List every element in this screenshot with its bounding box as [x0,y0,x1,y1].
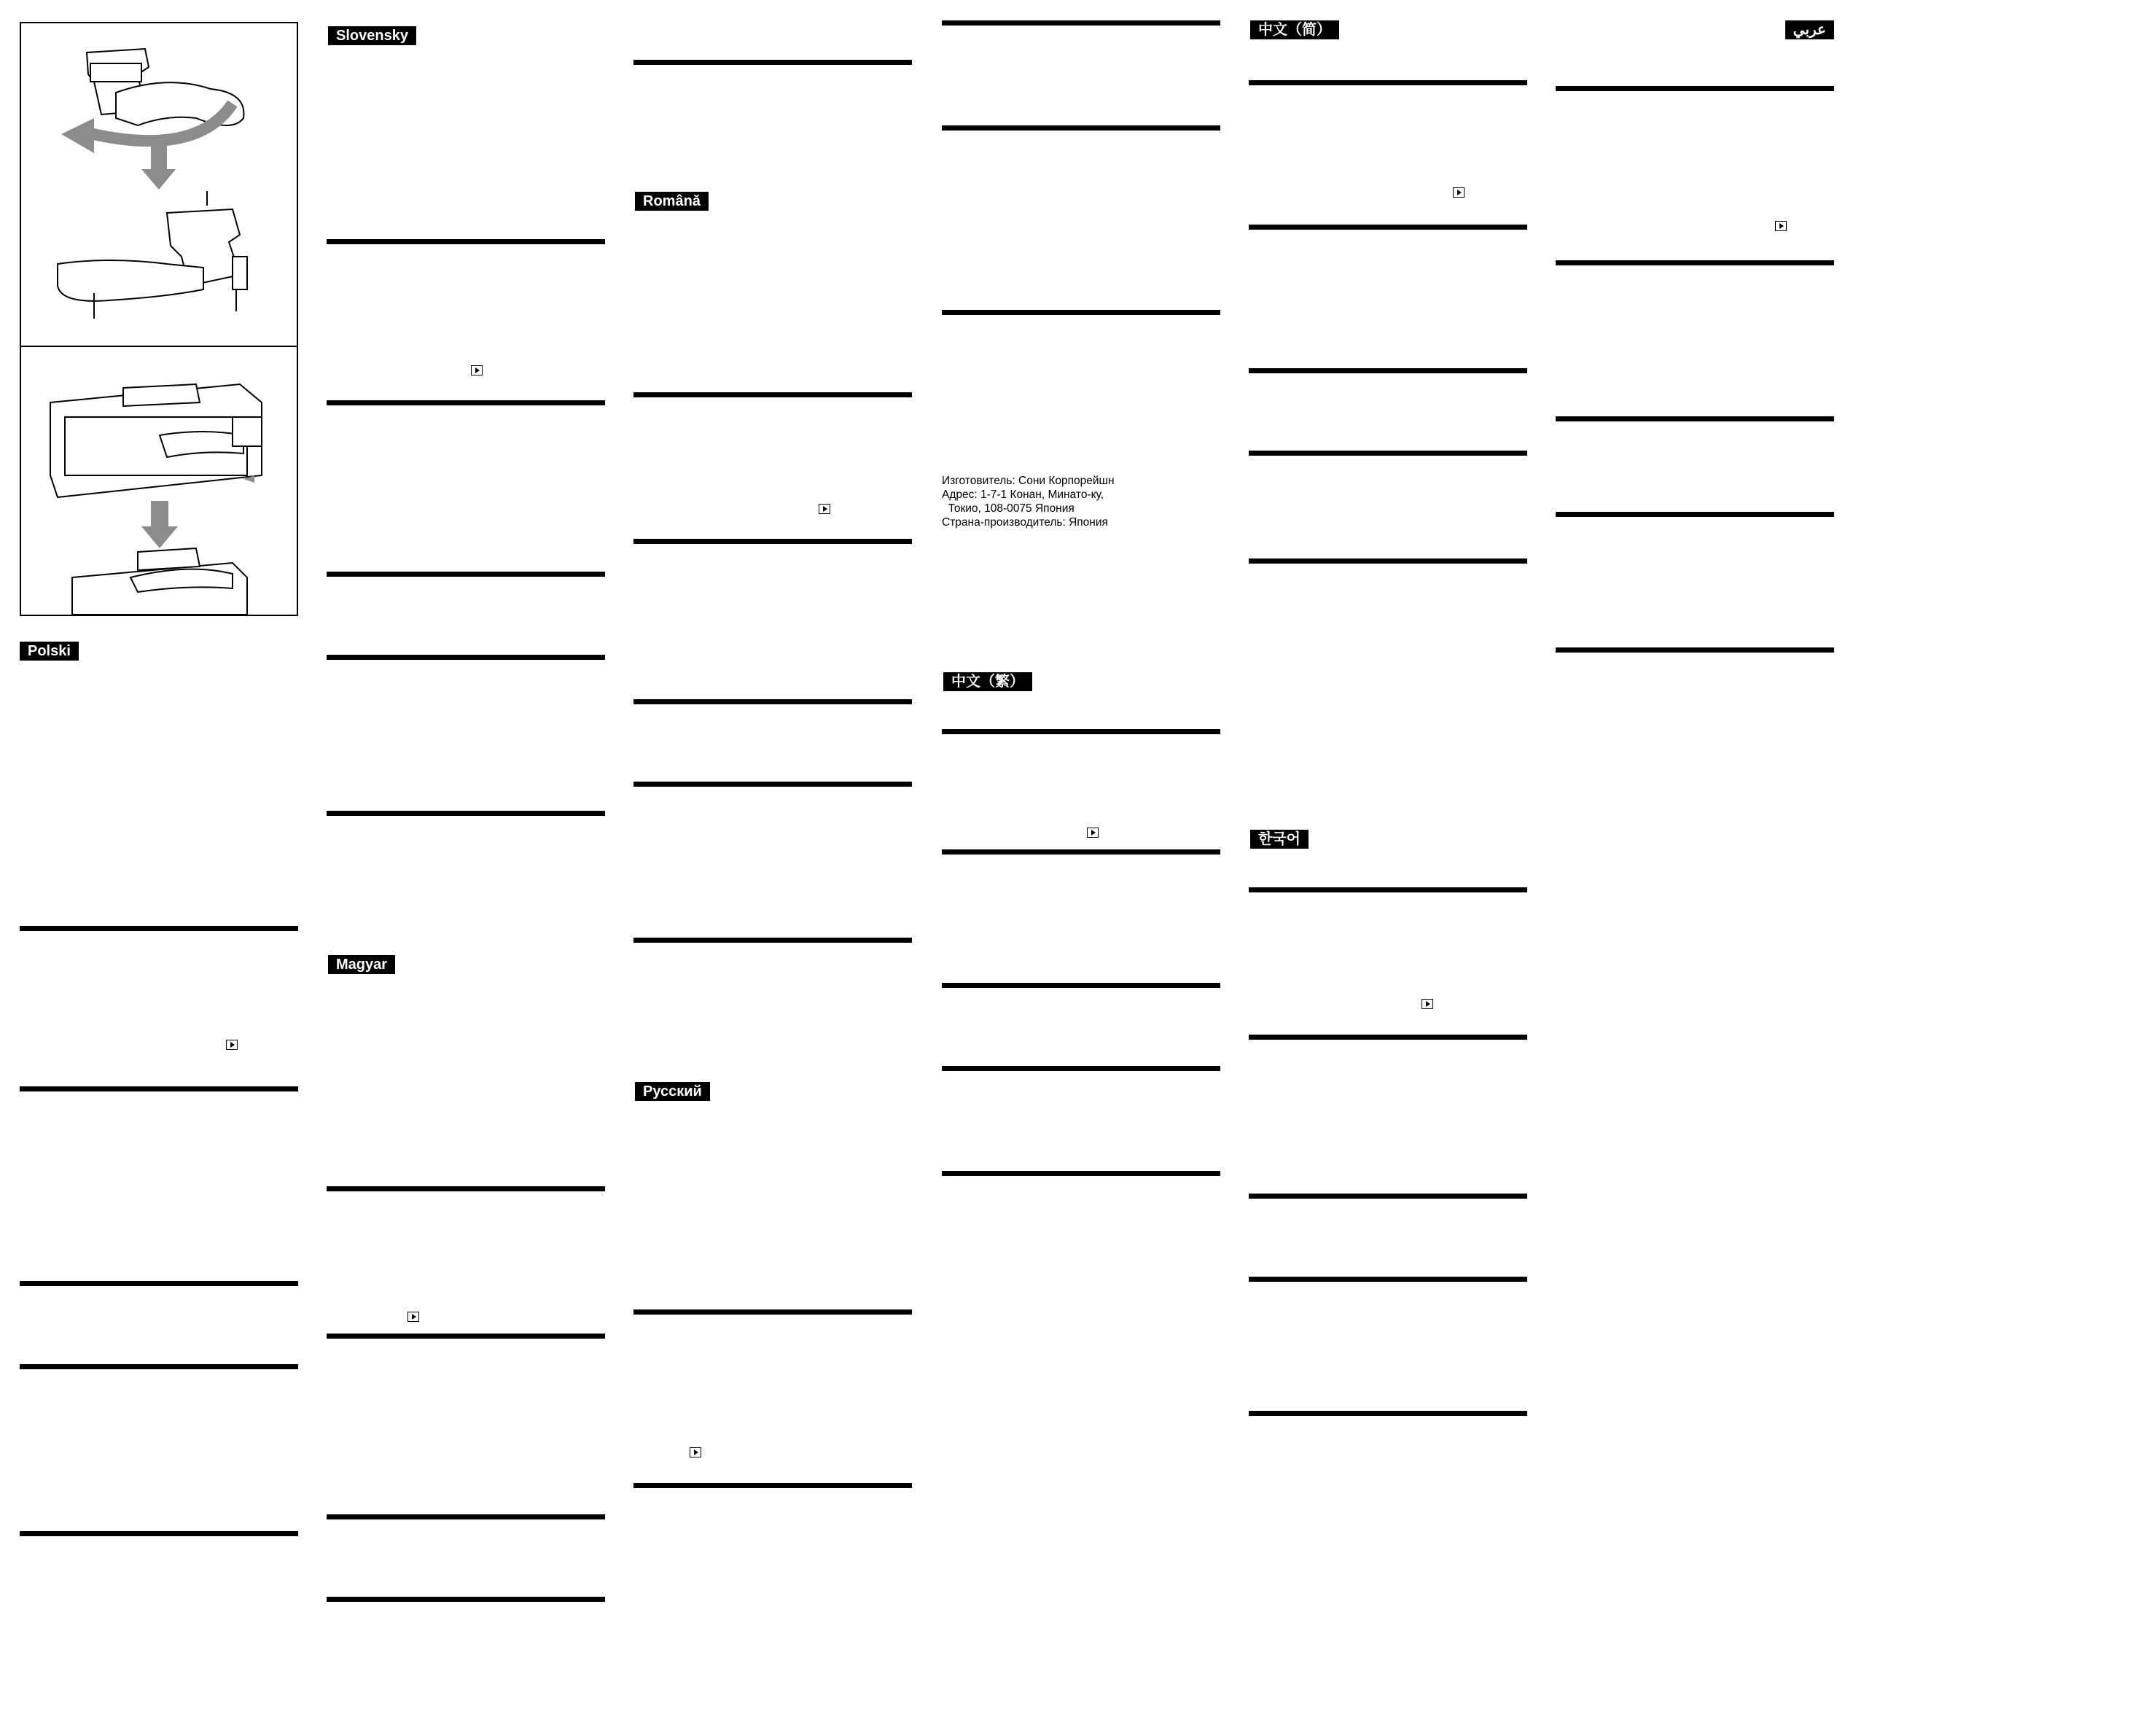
section-rule [20,1531,298,1536]
section-rule [1556,647,1834,653]
column-3 [633,0,912,1736]
section-rule [1556,86,1834,91]
section-rule [1249,80,1527,85]
manufacturer-country: Страна-производитель: Япония [942,516,1108,529]
play-button-icon [1087,828,1099,838]
section-rule [942,729,1220,734]
section-rule [942,849,1220,855]
section-rule [327,1597,605,1602]
section-label-zh-traditional: 中文（繁） [943,672,1032,691]
section-rule [633,1483,912,1488]
section-rule [633,392,912,397]
section-rule [20,926,298,931]
section-rule [327,811,605,816]
section-rule [327,400,605,405]
manufacturer-address: Токио, 108-0075 Япония [942,502,1075,515]
column-5 [1249,0,1527,1736]
section-rule [327,1186,605,1191]
play-button-icon [407,1312,419,1322]
play-button-icon [819,504,830,514]
section-label-magyar: Magyar [328,955,395,974]
section-rule [633,1309,912,1315]
section-rule [20,1281,298,1286]
section-rule [1556,260,1834,265]
section-rule [327,239,605,244]
section-rule [942,1066,1220,1071]
section-label-polski: Polski [20,642,79,661]
column-6 [1556,0,1834,1736]
section-rule [1249,887,1527,892]
section-label-slovensky: Slovensky [328,26,416,45]
play-button-icon [1453,187,1465,198]
section-rule [633,60,912,65]
section-rule [327,1334,605,1339]
section-rule [1249,225,1527,230]
section-rule [633,699,912,704]
section-rule [633,938,912,943]
section-rule [1249,1035,1527,1040]
section-rule [633,782,912,787]
section-rule [327,572,605,577]
section-rule [942,1171,1220,1176]
section-label-romana: Română [635,192,709,211]
section-rule [942,125,1220,131]
manufacturer-info [942,474,1115,529]
section-label-arabic: عربي [1785,20,1834,39]
section-rule [1556,416,1834,421]
section-rule [1249,451,1527,456]
play-button-icon [1422,999,1433,1009]
column-2 [327,0,605,1736]
section-rule [942,310,1220,315]
play-button-icon [690,1447,701,1457]
section-rule [633,539,912,544]
section-rule [1556,512,1834,517]
column-1 [20,0,298,1736]
section-rule [1249,558,1527,564]
section-rule [20,1364,298,1369]
section-rule [1249,368,1527,373]
section-label-russkiy: Русский [635,1082,710,1101]
section-rule [1249,1411,1527,1416]
section-rule [942,983,1220,988]
section-rule [327,1514,605,1519]
play-button-icon [226,1040,238,1050]
section-rule [327,655,605,660]
play-button-icon [1775,221,1787,231]
section-rule [1249,1277,1527,1282]
section-label-zh-simplified: 中文（简） [1250,20,1339,39]
manufacturer-line: Изготовитель: Сони Корпорейшн [942,475,1115,487]
section-label-korean: 한국어 [1250,830,1309,849]
play-button-icon [471,365,483,375]
section-rule [942,20,1220,26]
column-4 [942,0,1220,1736]
manufacturer-address: Адрес: 1-7-1 Конан, Минато-ку, [942,489,1104,501]
section-rule [1249,1194,1527,1199]
section-rule [20,1086,298,1091]
